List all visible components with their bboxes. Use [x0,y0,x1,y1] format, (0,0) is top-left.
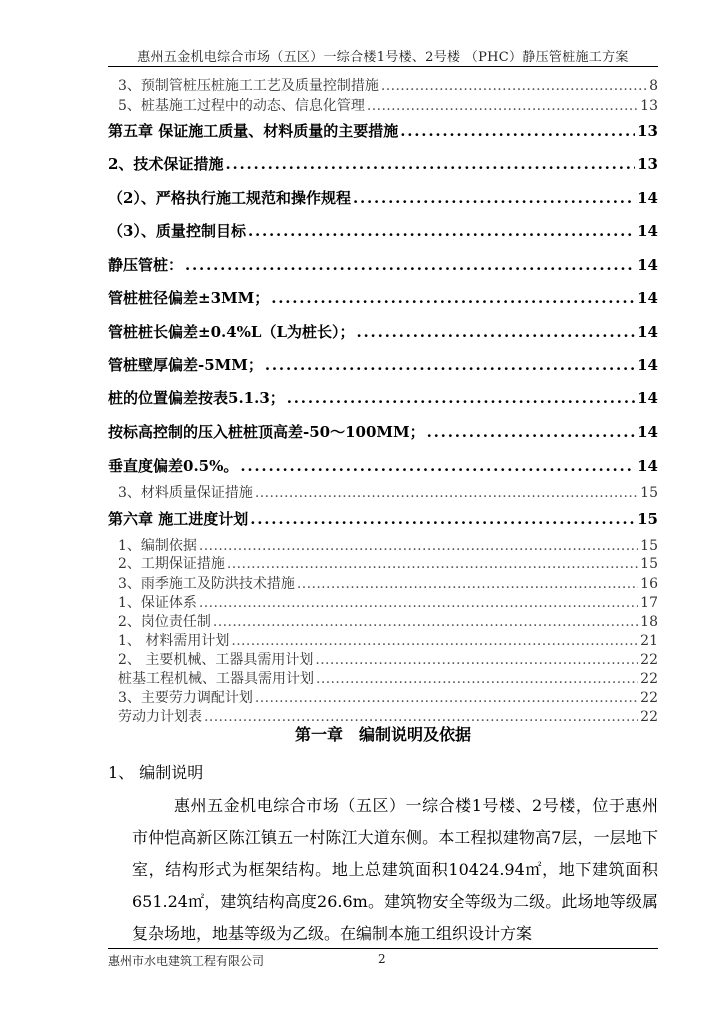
toc-leader-dots [255,690,638,706]
toc-entry [118,535,658,555]
toc-entry-page: 8 [649,78,658,94]
toc-entry-title: 3、主要劳力调配计划 [118,690,253,706]
toc-entry-page: 14 [637,423,658,441]
toc-entry-page: 14 [637,389,658,407]
toc-entry [118,482,658,502]
toc-entry-title: 3、预制管桩压桩施工工艺及质量控制措施 [118,78,379,94]
toc-leader-dots [248,222,635,240]
toc-entry [108,354,658,375]
toc-entry [118,611,658,631]
running-header: 惠州五金机电综合市场（五区）一综合楼1号楼、2号楼 （PHC）静压管桩施工方案 [137,50,629,65]
toc-entry-page: 14 [637,457,658,475]
toc-entry [108,321,658,342]
toc-entry [108,387,658,408]
toc-entry [108,287,658,308]
toc-entry-page: 16 [640,576,658,592]
toc-leader-dots [367,98,638,114]
toc-entry-page: 13 [640,98,658,114]
toc-entry-page: 22 [640,652,658,668]
toc-leader-dots [287,389,635,407]
toc-entry-title: 劳动力计划表 [118,709,202,725]
toc-entry [118,95,658,115]
toc-entry-title: 2、 主要机械、工器具需用计划 [118,652,314,668]
toc-entry-title: 第五章 保证施工质量、材料质量的主要措施 [108,122,399,140]
toc-entry [118,668,658,688]
toc-entry [118,630,658,650]
toc-entry [108,421,658,442]
toc-entry [108,187,658,208]
toc-entry [108,508,658,529]
toc-entry-title: 垂直度偏差0.5%。 [108,457,239,475]
toc-entry-page: 15 [640,556,658,572]
toc-entry-page: 15 [637,510,658,528]
toc-entry-page: 17 [640,595,658,611]
toc-leader-dots [227,556,638,572]
toc-leader-dots [427,423,636,441]
toc-entry-title: 1、 材料需用计划 [118,633,230,649]
toc-entry [118,75,658,95]
toc-entry-page: 14 [637,323,658,341]
toc-entry [118,687,658,707]
toc-leader-dots [271,289,635,307]
toc-entry-title: （3）、质量控制目标 [108,222,246,240]
toc-entry-page: 14 [637,222,658,240]
toc-entry-title: 1、保证体系 [118,595,197,611]
toc-entry-title: 桩的位置偏差按表5.1.3； [108,389,285,407]
toc-entry-title: 第六章 施工进度计划 [108,510,249,528]
toc-leader-dots [240,457,635,475]
toc-entry-page: 22 [640,709,658,725]
toc-entry-title: 2、岗位责任制 [118,614,211,630]
toc-entry [118,649,658,669]
toc-leader-dots [353,189,635,207]
toc-entry-title: 3、材料质量保证措施 [118,485,253,501]
toc-entry [108,153,658,174]
toc-entry-title: 2、技术保证措施 [108,155,224,173]
toc-entry [118,553,658,573]
toc-entry-title: 1、编制依据 [118,538,197,554]
toc-leader-dots [185,256,635,274]
toc-entry-title: （2）、严格执行施工规范和操作规程 [108,189,351,207]
toc-entry-title: 2、工期保证措施 [118,556,225,572]
toc-entry [118,573,658,593]
toc-leader-dots [255,485,638,501]
toc-entry-title: 3、雨季施工及防洪技术措施 [118,576,295,592]
toc-entry [108,120,658,141]
toc-entry-title: 5、桩基施工过程中的动态、信息化管理 [118,98,365,114]
toc-leader-dots [316,671,638,687]
footer-company: 惠州市水电建筑工程有限公司 [108,954,265,968]
toc-entry-page: 14 [637,356,658,374]
toc-entry-page: 22 [640,690,658,706]
toc-entry-page: 18 [640,614,658,630]
toc-entry-title: 管桩壁厚偏差-5MM； [108,356,263,374]
toc-entry-title: 静压管桩： [108,256,184,274]
toc-entry [108,455,658,476]
toc-leader-dots [231,633,638,649]
header-divider [108,66,658,67]
body-paragraph: 惠州五金机电综合市场（五区）一综合楼1号楼、2号楼，位于惠州市仲恺高新区陈江镇五一村陈江大道东侧。本工程拟建物高7层，一层地下室，结构形式为框架结构。地上总建筑面积10424.94㎡，地下建筑面积651.24㎡，建筑结构高度26.6m。建筑物安全等级为二级。此场地等级属复杂场地，地基等级为乙级。在编制本施工组织设计方案 [132,796,658,943]
section-heading: 1、 编制说明 [108,763,204,782]
toc-leader-dots [315,652,638,668]
toc-entry-page: 14 [637,256,658,274]
toc-leader-dots [357,323,636,341]
toc-entry [108,254,658,275]
toc-leader-dots [297,576,638,592]
footer-divider [108,948,658,949]
toc-leader-dots [400,122,635,140]
toc-entry-page: 13 [637,122,658,140]
toc-entry [118,592,658,612]
toc-entry-title: 桩基工程机械、工器具需用计划 [118,671,314,687]
toc-leader-dots [265,356,635,374]
toc-entry-page: 15 [640,538,658,554]
toc-entry-title: 按标高控制的压入桩桩顶高差-50～100MM； [108,423,425,441]
toc-entry-page: 14 [637,289,658,307]
toc-leader-dots [250,510,635,528]
toc-entry-title: 管桩桩长偏差±0.4%L（L为桩长）； [108,323,355,341]
toc-entry-page: 15 [640,485,658,501]
toc-entry-page: 13 [637,155,658,173]
toc-leader-dots [213,614,638,630]
toc-entry [108,220,658,241]
toc-leader-dots [199,595,638,611]
toc-leader-dots [225,155,635,173]
toc-leader-dots [381,78,647,94]
page-number: 2 [378,952,386,966]
toc-entry-page: 14 [637,189,658,207]
toc-leader-dots [199,538,638,554]
toc-entry-title: 管桩桩径偏差±3MM； [108,289,270,307]
chapter-title: 第一章 编制说明及依据 [294,725,471,744]
toc-entry-page: 22 [640,671,658,687]
toc-entry-page: 21 [640,633,658,649]
